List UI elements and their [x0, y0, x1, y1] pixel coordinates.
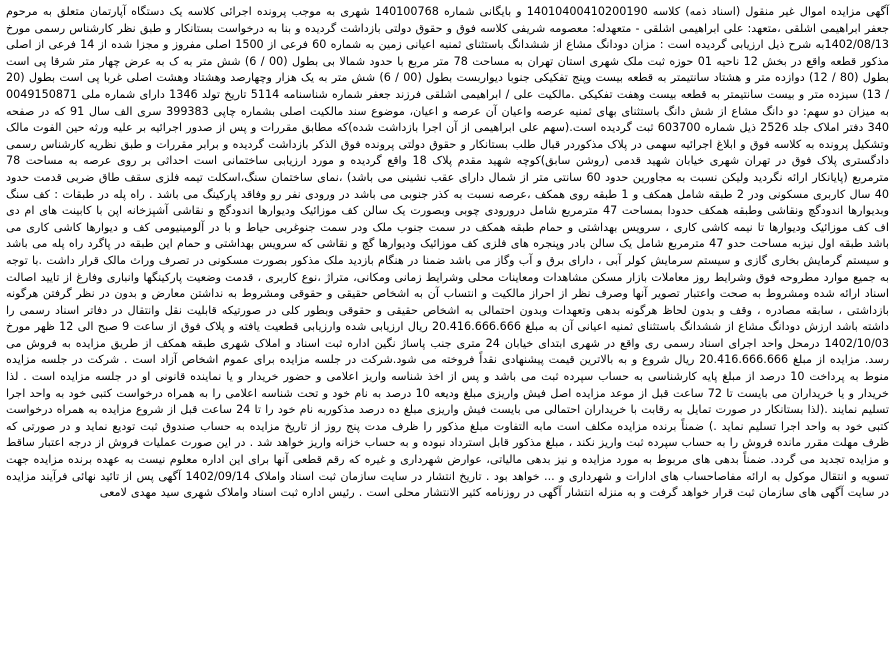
- auction-notice-text: آگهی مزایده اموال غیر منقول (اسناد ذمه) کلاسه 14010400410200190 و بایگانی شماره 140100768 شهری به موجب پرونده اجرائی کلاسه یک دستگاه آپارتمان متعلق به مرحوم جعفر ابراهیمی اشلقی ،متعهد: علی ابراهیمی اشلقی - متعهدله: معصومه شریفی کلاسه فوق و حقوق دولتی بازداشت گردیده و بنا به درخواست بستانکار و طبق نظر کارشناس رسمی مورخ 1402/08/13به شرح ذیل ارزیابی گردیده است : مزان دودانگ مشاع از ششدانگ باستثنای ثمنیه اعیانی زمین به شماره 60 فرعی از 1500 اصلی مفروز و مجزا شده از 14 فرعی از اصلی مذکور قطعه واقع در بخش 12 ناحیه 01 حوزه ثبت ملک شهری استان تهران به مساحت 78 متر مربع با حدود شمالا بی بطول (00 / 6) شش متر به ک به عرض چهار متر شرقا پی است بطول (80 / 12) دوازده متر و هشتاد سانتیمتر به قطعه بیست وپنج تفکیکی جنوبا دیواربست بطول (00 / 6) شش متر به یک هزار وچهارصد وهشتاد وهشت اصلی غربا پی است بطول (20 / 13) سیزده متر و بیست سانتیمتر به قطعه بیست وهفت تفکیکی .مالکیت علی / ابراهیمی اشلقی فرزند جعفر شماره شناسنامه 5114 تاریخ تولد 1346 دارای شماره ملی 0049150871 به میزان دو سهم: دو دانگ مشاع از شش دانگ باستثنای بهای ثمنیه عرصه واعیان آن عرصه و اعیان، موضوع سند مالکیت اصلی بشماره چاپی 399383 سری الف سال 91 که در صفحه 340 دفتر املاک جلد 2526 ذیل شماره 603700 ثبت گردیده است.(سهم علی ابراهیمی از آن اجرا بازداشت شده)که مطابق مقررات و پس از صدور اجرائیه بر علیه ورثه حین الفوت مالک وتشکیل پرونده به کلاسه فوق و ابلاغ اجرائیه سهمی در پلاک مذکوردر قبال طلب بستانکار و حقوق دولتی پرونده فوق الذکر بازداشت گردیده و برابر مقررات و طبق نظریه کارشناس رسمی دادگستری پلاک فوق در تهران شهری خیابان شهید قدمی (روشن سابق)کوچه شهید مقدم پلاک 18 واقع گردیده و مورد ارزیابی ساختمانی است احداثی بر روی عرصه به مساحت 78 مترمربع (پایانکار ارائه نگردید ولیکن نسبت به مجاورین حدود 60 سانتی متر از شمال دارای عقب نشینی می باشد) ،نمای ساختمان سنگ،اسکلت تیمه فلزی سقف طاق ضربی قدمت حدود 40 سال کاربری مسکونی ودر 2 طبقه شامل همکف و 1 طبقه روی همکف ،عرصه نسبت به کذر جنوبی می باشد در ورودی نفر رو وفاقد پارکینگ می باشد . راه پله در طبقات : کف سنگ وبدیوارها اندودگچ ونقاشی وطبقه همکف حدودا بمساحت 47 مترمربع شامل درورودی چوبی وبصورت یک سالن کف موزائیک ودیوارها اندودگچ و نقاشی آشپزخانه اپن با کابینت های ام دی اف کف موزائیک ودیوارها تا نیمه کاشی کاری ، سرویس بهداشتی و حمام طبقه همکف در سمت جنوب ملک ودر سمت جنوغربی حیاط و با در آلومینیومی کف و دیوارها کاشی کاری می باشد طبقه اول نیزبه مساحت حدو 47 مترمربع شامل یک سالن بادر وپنجره های فلزی کف موزائیک ودیوارها گچ و نقاشی که سرویس بهداشتی و حمام این طبقه در پاگرد راه پله می باشد و سیستم گرمایش بخاری گازی و سیستم سرمایش کولر آبی ، دارای برق و آب وگاز می باشد ضمنا در هنگام بازدید ملک مذکور بصورت مسکونی در تصرف وراث مالک قرار داشت .با توجه به جمیع موارد مطروحه فوق وشرایط روز معاملات بازار مسکن مشاهدات ومعاینات محلی وشرایط زمانی ومکانی، متراژ ،نوع کاربری ، قدمت وضعیت پارکینگها وانباری وفارغ از تایید اصالت اسناد ارائه شده ومشروط به صحت واعتبار تصویر آنها وصرف نظر از احراز مالکیت و انتساب آن به اشخاص حقیقی و حقوقی ومشروط به نداشتن معارض و بدون در نظر گرفتن هرگونه بازداشتی ، سابقه مصادره ، وقف و بدون لحاظ هرگونه بدهی وتعهدات وبدون احتمالی به اشخاص حقیقی و حقوقی وبطور کلی در صورتیکه قابلیت نقل وانتقال در دفاتر اسناد رسمی را داشته باشد ارزش دودانگ مشاع از ششدانگ باستثنای ثمنیه اعیانی آن به مبلغ 20.416.666.666 ریال ارزیابی شده وارزیابی قطعیت یافته و پلاک فوق از ساعت 9 صبح الی 12 ظهر مورخ 1402/10/03 درمحل واحد اجرای اسناد رسمی ری واقع در شهری ابتدای خیابان 24 متری جنب پاساژ نگین اداره ثبت اسناد و املاک شهری طبقه همکف از طریق مزایده به فروش می رسد. مزایده از مبلغ 20.416.666.666 ریال شروع و به بالاترین قیمت پیشنهادی نقداً فروخته می شود.شرکت در جلسه مزایده برای عموم اشخاص آزاد است . شرکت در جلسه مزایده منوط به پرداخت 10 درصد از مبلغ پایه کارشناسی به حساب سپرده ثبت می باشد و پس از اخذ شناسه واریز اعلامی و حضور خریدار و یا نماینده قانونی او در جلسه مزایده است . لذا خریدار و یا خریداران می بایست تا 72 ساعت قبل از موعد مزایده اصل فیش واریزی مبلغ ودیعه 10 درصد به نام خود و تحت شناسه اعلامی را به همراه درخواست کتبی خود به واحد اجرا تسلیم نمایند .(لذا بستانکار در صورت تمایل به رقابت با خریداران احتمالی می بایست فیش واریزی مبلغ ده درصد مذکوربه نام خود را تا 24 ساعت قبل از شروع مزایده به همراه درخواست کتبی خود به واحد اجرا تسلیم نماید .) ضمناً برنده مزایده مکلف است مابه التفاوت مبلغ مذکور را ظرف مدت پنج روز از تاریخ مزایده به حساب صندوق ثبت تودیع نماید و در صورتی که ظرف مهلت مقرر مانده فروش را به حساب سپرده ثبت واریز نکند ، مبلغ مذکور قابل استرداد نبوده و به حساب خزانه واریز خواهد شد . در این صورت عملیات فروش از درجه اعتبار ساقط و مزایده تجدید می گردد. ضمناً بدهی های مربوط به مورد مزایده و نیز بدهی مالیاتی، عوارض شهرداری و غیره که رقم قطعی آنها برای این اداره معلوم نیست به عهده برنده مزایده جهت تسویه و انتقال موکول به ارائه مفاصاحساب های ادارات و شهرداری و ... خواهد بود . تاریخ انتشار در سایت سازمان ثبت اسناد واملاک 1402/09/14 آگهی پس از تائید نهائی فرآیند مزایده در سایت آگهی های سازمان ثبت قرار خواهد گرفت و به منزله انتشار آگهی در روزنامه کثیر الانتشار محلی است . رئیس اداره ثبت اسناد واملاک شهری سید مهدی لامعی: [6, 5, 890, 500]
